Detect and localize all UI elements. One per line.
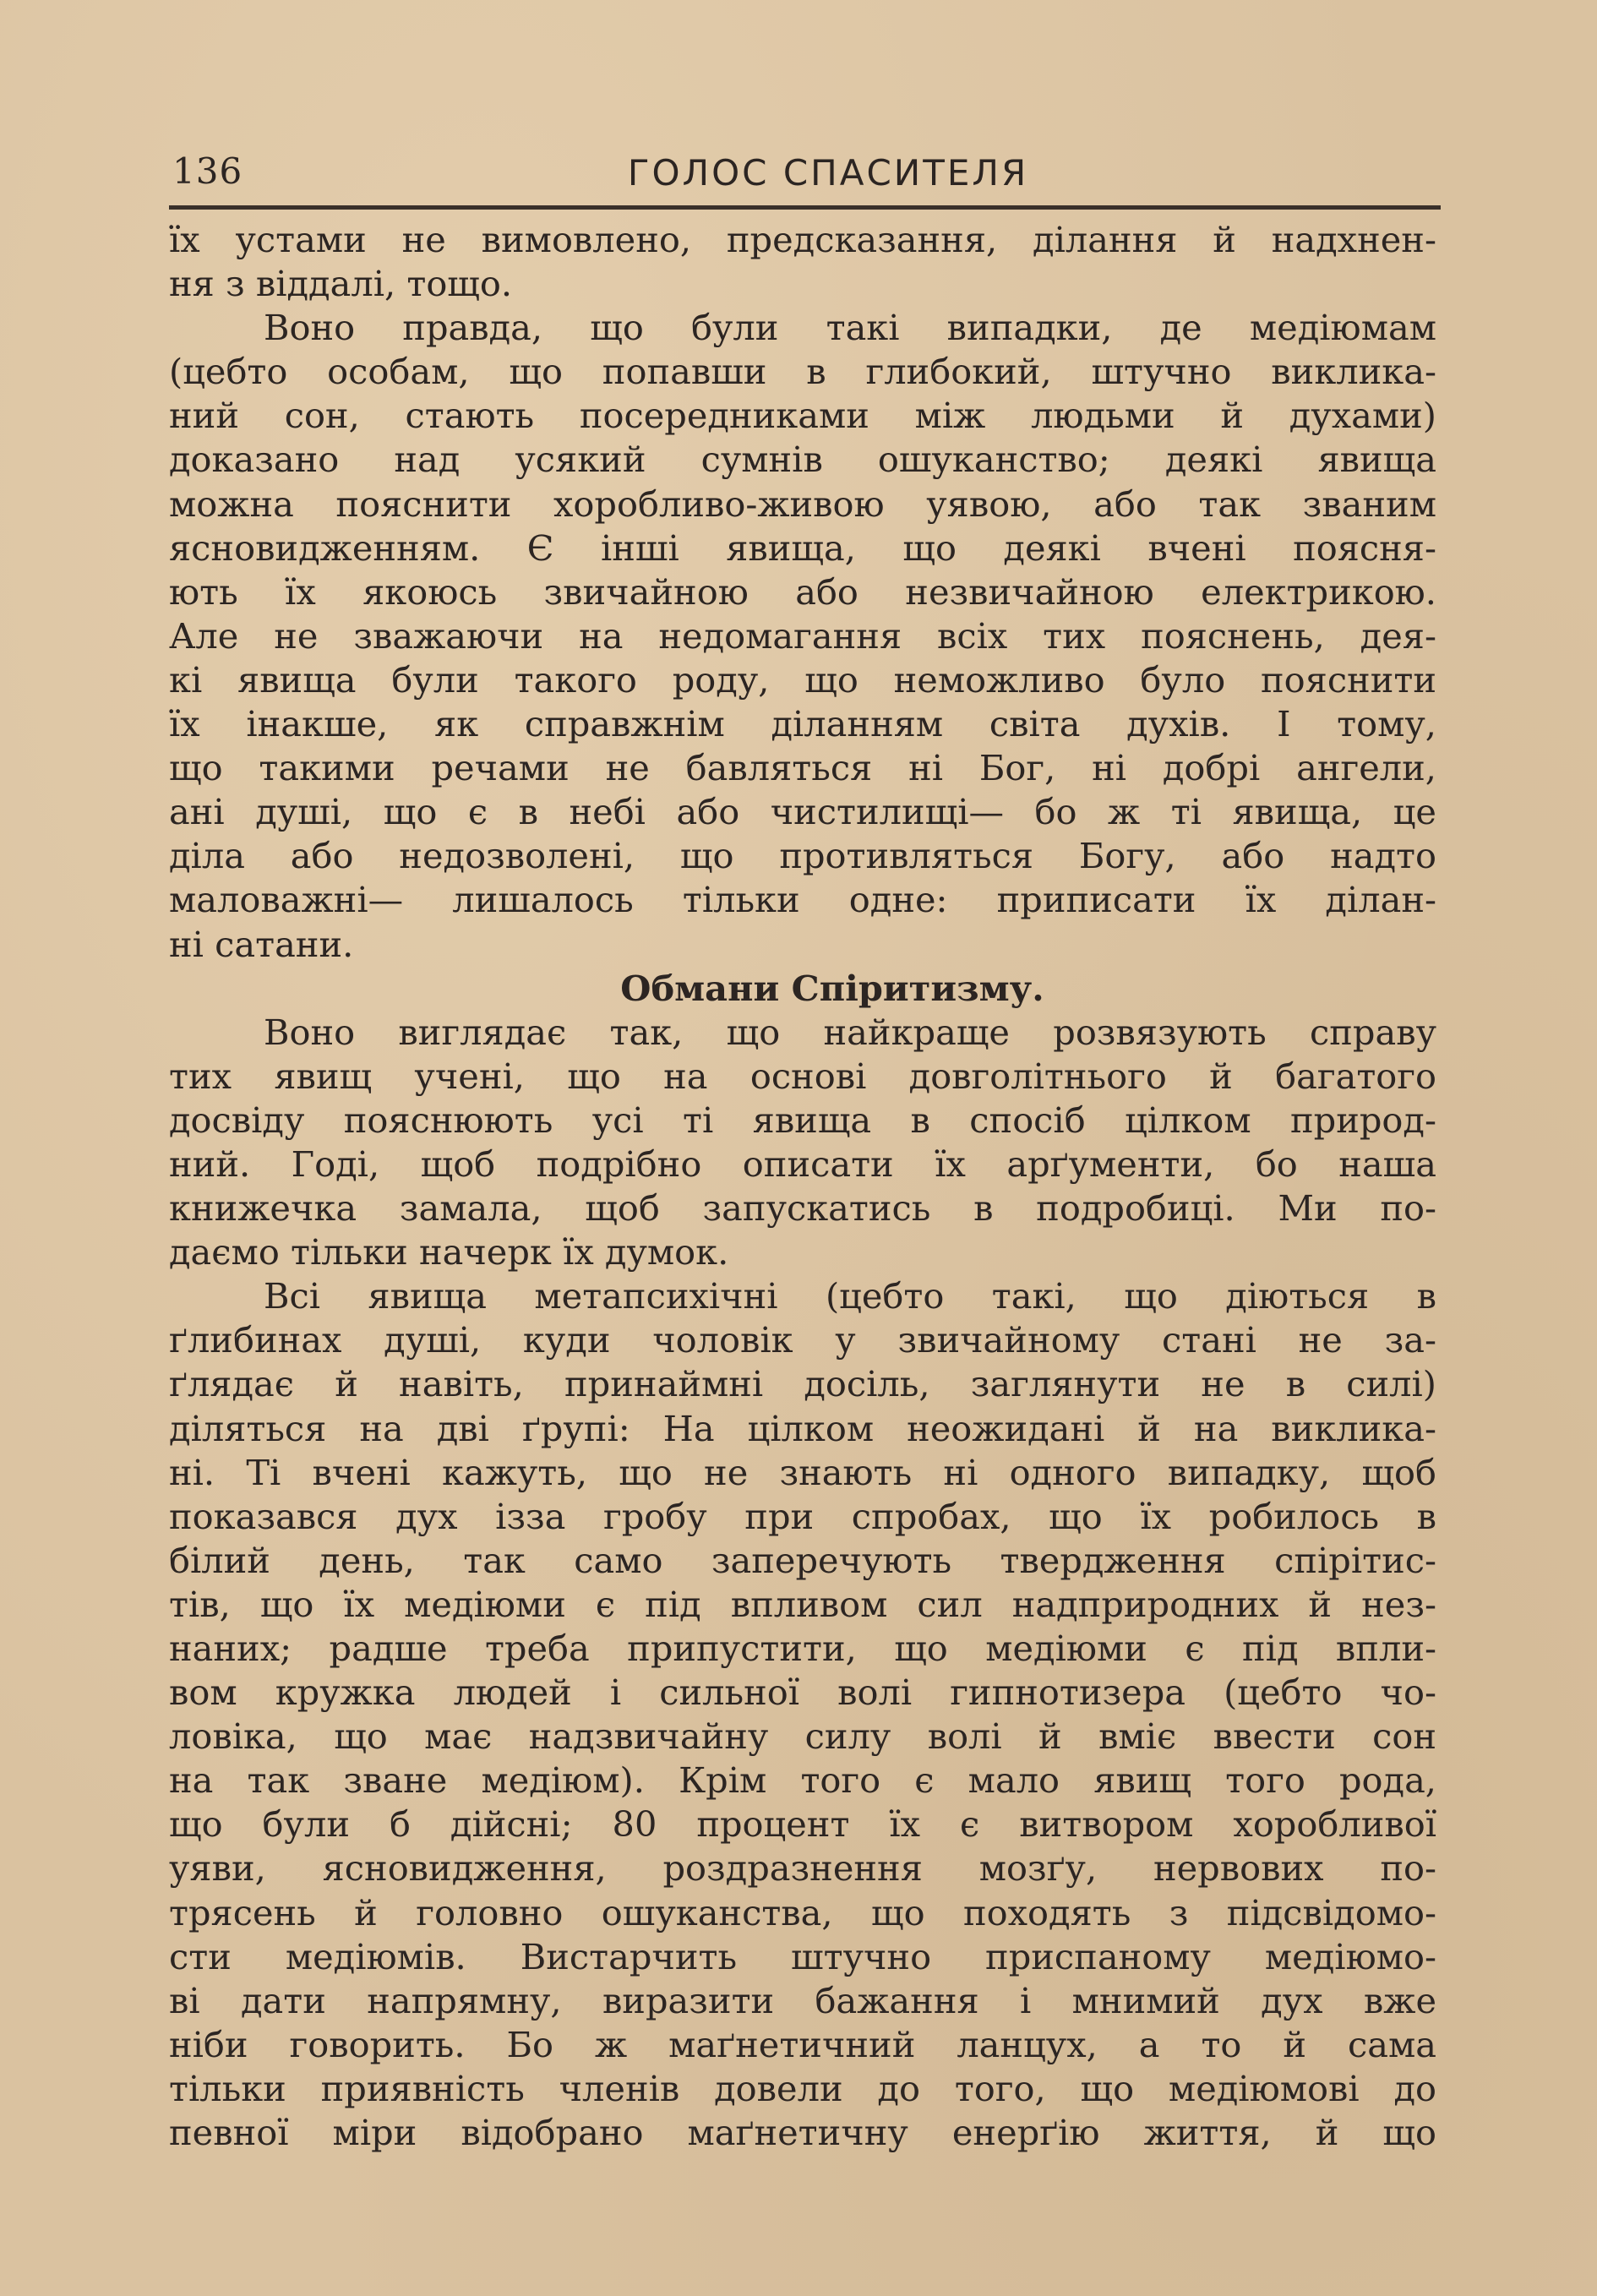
text-line: Всі явища метапсихічні (цебто такі, що діються в	[264, 1275, 1436, 1317]
text-line: певної міри відобрано маґнетичну енерґію життя, й що	[169, 2112, 1436, 2154]
text-line: кі явища були такого роду, що неможливо було пояснити	[169, 658, 1436, 701]
text-line: уяви, ясновидження, роздразнення мозґу, нервових по-	[169, 1847, 1436, 1890]
text-line: можна пояснити хоробливо-живою уявою, або так званим	[169, 483, 1436, 525]
text-line: ють їх якоюсь звичайною або незвичайною електрикою.	[169, 570, 1436, 613]
text-line: книжечка замала, щоб запускатись в подробиці. Ми по-	[169, 1187, 1436, 1230]
text-line: вом кружка людей і сильної волі гипнотизера (цебто чо-	[169, 1672, 1436, 1714]
text-line: сти медіюмів. Вистарчить штучно приспаному медіюмо-	[169, 1935, 1436, 1977]
text-line: (цебто особам, що попавши в глибокий, штучно виклика-	[169, 351, 1436, 393]
page-header	[169, 150, 1441, 201]
text-line: даємо тільки начерк їх думок.	[169, 1231, 729, 1273]
text-line: що такими речами не бавляться ні Бог, ні добрі ангели,	[169, 747, 1436, 789]
text-line: трясень й головно ошуканства, що походять з підсвідомо-	[169, 1891, 1436, 1933]
text-line: їх інакше, як справжнім діланням світа духів. І тому,	[169, 703, 1436, 745]
text-line: Воно правда, що були такі випадки, де медіюмам	[264, 307, 1436, 349]
text-line: Але не зважаючи на недомагання всіх тих пояснень, дея-	[169, 614, 1436, 657]
text-line: доказано над усякий сумнів ошуканство; деякі явища	[169, 439, 1436, 481]
text-line: тів, що їх медіюми є під впливом сил надприродних й нез-	[169, 1583, 1436, 1625]
text-line: показався дух ізза гробу при спробах, що їх робилось в	[169, 1495, 1436, 1537]
text-line: тих явищ учені, що на основі довголітнього й багатого	[169, 1055, 1436, 1097]
text-line: на так зване медіюм). Крім того є мало явищ того рода,	[169, 1759, 1436, 1802]
text-line: ловіка, що має надзвичайну силу волі й вміє ввести сон	[169, 1715, 1436, 1758]
text-line: ніби говорить. Бо ж маґнетичний ланцух, а то й сама	[169, 2023, 1436, 2065]
text-line: ґлибинах душі, куди чоловік у звичайному стані не за-	[169, 1319, 1436, 1361]
text-line: Воно виглядає так, що найкраще розвязують справу	[264, 1011, 1436, 1053]
text-line: ґлядає й навіть, принаймні досіль, заглянути не в силі)	[169, 1363, 1436, 1405]
text-line: діла або недозволені, що противляться Богу, або надто	[169, 835, 1436, 877]
text-line: ні сатани.	[169, 923, 354, 965]
text-line: ний. Годі, щоб подрібно описати їх арґументи, бо наша	[169, 1143, 1436, 1185]
page-number: 136	[172, 150, 243, 192]
running-title: ГОЛОС СПАСИТЕЛЯ	[627, 152, 1029, 194]
text-line: маловажні— лишалось тільки одне: приписати їх ділан-	[169, 879, 1436, 921]
section-heading: Обмани Спіритизму.	[620, 967, 1044, 1009]
text-line: наних; радше треба припустити, що медіюми є під впли-	[169, 1628, 1436, 1669]
text-line: ня з віддалі, тощо.	[169, 263, 513, 305]
body-text	[169, 218, 1436, 2155]
text-line: тільки приявність членів довели до того, що медіюмові до	[169, 2067, 1436, 2109]
text-line: що були б дійсні; 80 процент їх є витвором хоробливої	[169, 1803, 1436, 1846]
text-line: досвіду пояснюють усі ті явища в спосіб цілком природ-	[169, 1099, 1436, 1141]
text-line: діляться на дві ґрупі: На цілком неожидані й на виклика-	[169, 1407, 1436, 1449]
text-line: ні. Ті вчені кажуть, що не знають ні одного випадку, щоб	[169, 1451, 1436, 1493]
text-line: ві дати напрямну, виразити бажання і мнимий дух вже	[169, 1979, 1436, 2021]
text-line: ясновидженням. Є інші явища, що деякі вчені поясня-	[169, 526, 1436, 569]
text-line: їх устами не вимовлено, предсказання, ділання й надхнен-	[169, 219, 1436, 260]
text-line: білий день, так само заперечують твердження спірітис-	[169, 1539, 1436, 1581]
text-line: ний сон, стають посередниками між людьми й духами)	[169, 395, 1436, 437]
text-line: ані душі, що є в небі або чистилищі— бо ж ті явища, це	[169, 791, 1436, 833]
header-rule	[169, 205, 1441, 210]
